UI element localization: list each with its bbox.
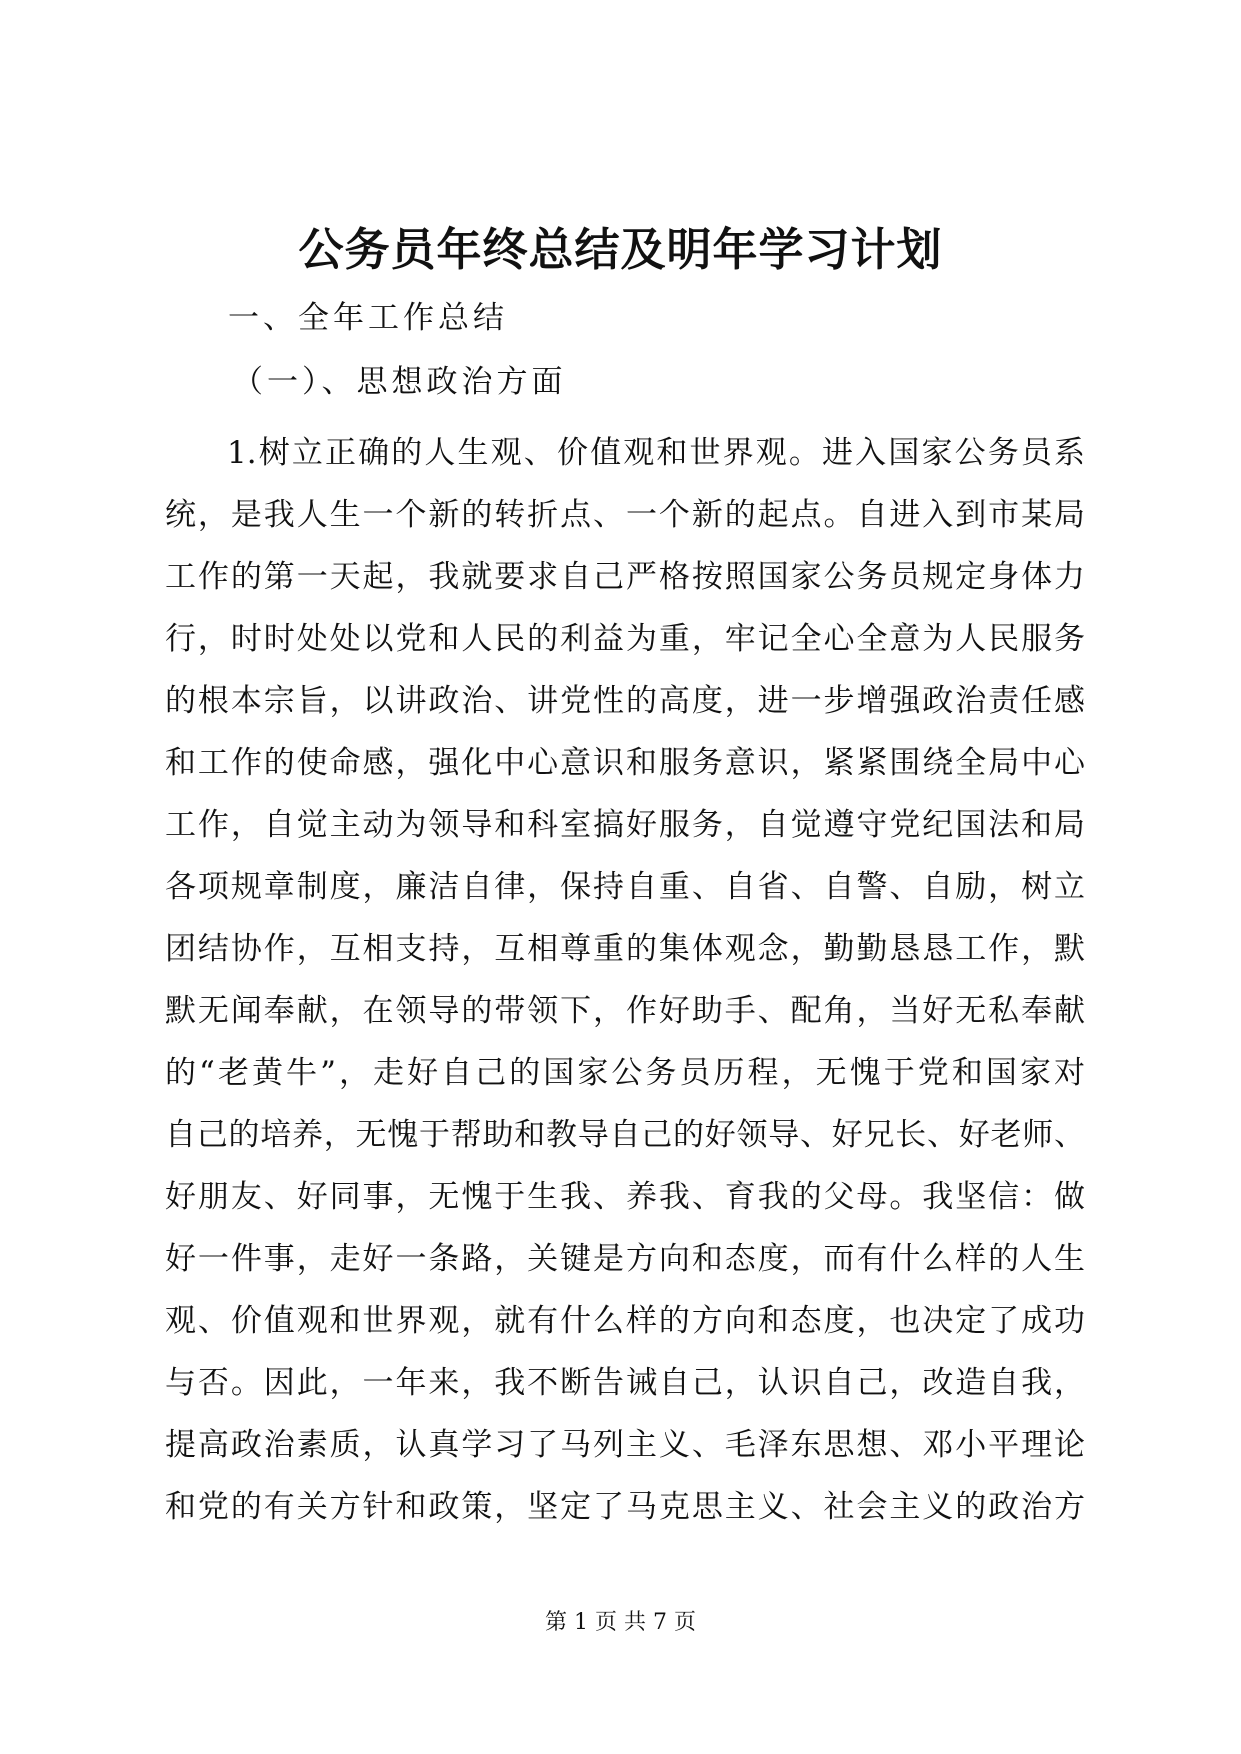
subsection-heading: （一）、思想政治方面 bbox=[232, 364, 567, 400]
paragraph-line: 观、价值观和世界观，就有什么样的方向和态度，也决定了成功 bbox=[165, 1303, 1085, 1339]
paragraph-line: 各项规章制度，廉洁自律，保持自重、自省、自警、自励，树立 bbox=[165, 869, 1085, 905]
paragraph-line: 自己的培养，无愧于帮助和教导自己的好领导、好兄长、好老师、 bbox=[165, 1117, 1085, 1153]
paragraph-line: 好朋友、好同事，无愧于生我、养我、育我的父母。我坚信：做 bbox=[165, 1179, 1085, 1215]
paragraph-line: 的根本宗旨，以讲政治、讲党性的高度，进一步增强政治责任感 bbox=[165, 683, 1085, 719]
paragraph-line: 行，时时处处以党和人民的利益为重，牢记全心全意为人民服务 bbox=[165, 621, 1085, 657]
paragraph-line: 工作的第一天起，我就要求自己严格按照国家公务员规定身体力 bbox=[165, 559, 1085, 595]
paragraph-line: 工作，自觉主动为领导和科室搞好服务，自觉遵守党纪国法和局 bbox=[165, 807, 1085, 843]
paragraph-line: 1.树立正确的人生观、价值观和世界观。进入国家公务员系 bbox=[227, 435, 1085, 471]
paragraph-line: 和党的有关方针和政策，坚定了马克思主义、社会主义的政治方 bbox=[165, 1489, 1085, 1525]
paragraph-line: 和工作的使命感，强化中心意识和服务意识，紧紧围绕全局中心 bbox=[165, 745, 1085, 781]
paragraph-line: 提高政治素质，认真学习了马列主义、毛泽东思想、邓小平理论 bbox=[165, 1427, 1085, 1463]
section-heading: 一、全年工作总结 bbox=[228, 300, 508, 336]
body-paragraph bbox=[165, 422, 1085, 1538]
paragraph-line: 统，是我人生一个新的转折点、一个新的起点。自进入到市某局 bbox=[165, 497, 1085, 533]
paragraph-line: 好一件事，走好一条路，关键是方向和态度，而有什么样的人生 bbox=[165, 1241, 1085, 1277]
paragraph-line: 团结协作，互相支持，互相尊重的集体观念，勤勤恳恳工作，默 bbox=[165, 931, 1085, 967]
paragraph-line: 默无闻奉献，在领导的带领下，作好助手、配角，当好无私奉献 bbox=[165, 993, 1085, 1029]
paragraph-line: 的“老黄牛”，走好自己的国家公务员历程，无愧于党和国家对 bbox=[165, 1055, 1085, 1091]
page-number: 第 1 页 共 7 页 bbox=[545, 1610, 696, 1635]
paragraph-line: 与否。因此，一年来，我不断告诫自己，认识自己，改造自我， bbox=[165, 1365, 1085, 1401]
document-title: 公务员年终总结及明年学习计划 bbox=[298, 223, 943, 276]
